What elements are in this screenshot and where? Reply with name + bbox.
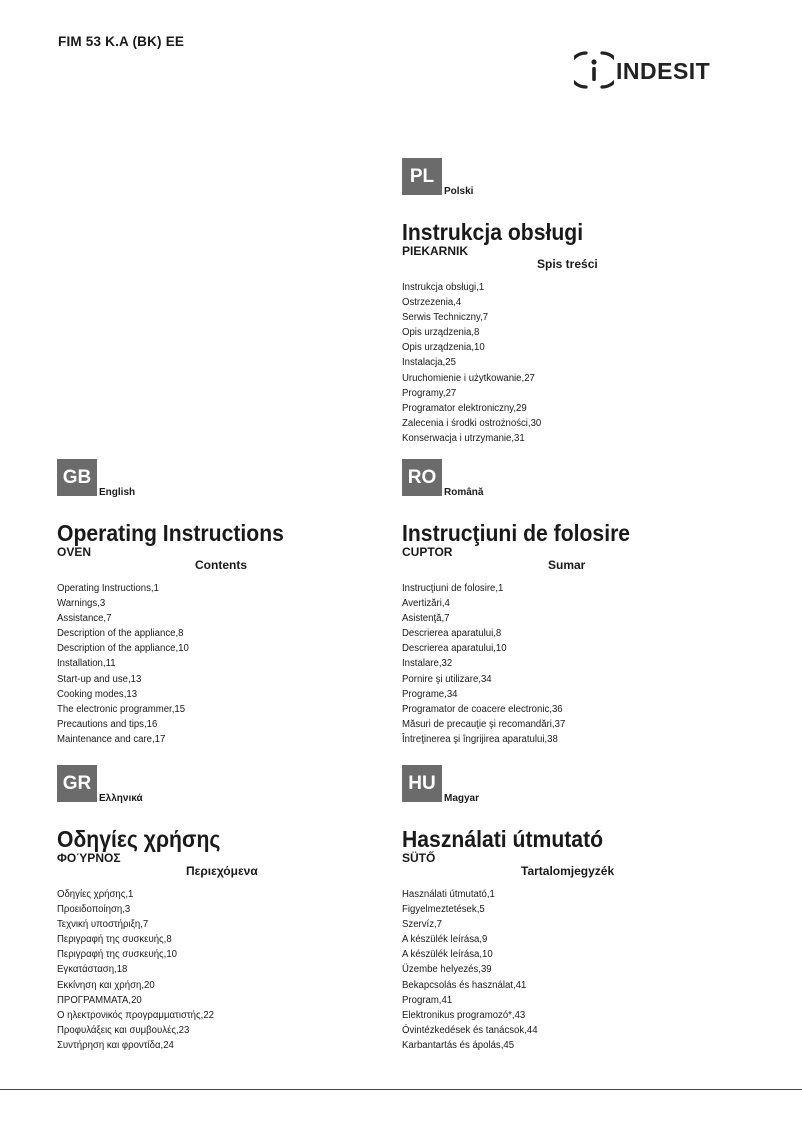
contents-heading: Sumar [548, 558, 586, 572]
toc-item: Συντήρηση και φροντίδα,24 [57, 1039, 174, 1051]
toc-item: Εγκατάσταση,18 [57, 964, 128, 976]
model-number: FIM 53 K.A (BK) EE [58, 34, 185, 49]
toc-item: Operating Instructions,1 [57, 583, 159, 594]
contents-heading: Spis treści [537, 257, 598, 271]
toc-item: Περιγραφή της συσκευής,8 [57, 934, 172, 946]
language-badge-row [402, 158, 732, 198]
table-of-contents [57, 887, 387, 1053]
toc-item: Ostrzezenia,4 [402, 297, 462, 309]
toc-item: Zalecenia i środki ostrożności,30 [402, 417, 542, 429]
toc-item: Programator de coacere electronic,36 [402, 703, 563, 715]
indesit-logo [574, 50, 734, 90]
product-name: PIEKARNIK [402, 244, 469, 258]
toc-item: Installation,11 [57, 658, 116, 670]
toc-item: Uruchomienie i użytkowanie,27 [402, 372, 535, 384]
toc-item: Προειδοποίηση,3 [57, 904, 131, 916]
toc-item: Descrierea aparatului,10 [402, 643, 507, 655]
table-of-contents [402, 581, 732, 747]
section-romana [402, 459, 732, 747]
toc-item: Program,41 [402, 994, 453, 1006]
language-name: Magyar [444, 793, 480, 804]
product-name: OVEN [57, 545, 92, 559]
toc-item: Instalare,32 [402, 658, 453, 670]
section-magyar [402, 765, 732, 1053]
toc-item: Pornire şi utilizare,34 [402, 673, 492, 685]
toc-item: Περιγραφή της συσκευής,10 [57, 949, 178, 961]
toc-item: Serwis Techniczny,7 [402, 312, 489, 324]
toc-item: Cooking modes,13 [57, 688, 138, 700]
language-badge-row [57, 765, 387, 805]
toc-item: Întreţinerea şi îngrijirea aparatului,38 [402, 733, 558, 745]
language-code-badge: HU [402, 765, 442, 802]
toc-item: Description of the appliance,10 [57, 643, 189, 655]
toc-item: Οδηγίες χρήσης,1 [57, 889, 134, 900]
toc-item: Instrucţiuni de folosire,1 [402, 583, 504, 594]
toc-item: Τεχνική υποστήριξη,7 [57, 919, 149, 931]
toc-item: Assistance,7 [57, 613, 112, 625]
section-english [57, 459, 387, 747]
language-badge-row [57, 459, 387, 499]
language-code-badge: PL [402, 158, 442, 195]
toc-item: Εκκίνηση και χρήση,20 [57, 979, 155, 991]
product-name: SÜTŐ [402, 851, 436, 865]
toc-item: Elektronikus programozó*,43 [402, 1009, 526, 1021]
language-badge-row [402, 765, 732, 805]
toc-item: Programe,34 [402, 688, 458, 700]
section-title: Instrukcja obsługi [402, 219, 584, 245]
brand-wordmark: INDESIT [616, 58, 711, 84]
toc-item: Instalacja,25 [402, 357, 456, 369]
toc-item: Ο ηλεκτρονικός προγραμματιστής,22 [57, 1009, 215, 1021]
toc-item: Konserwacja i utrzymanie,31 [402, 432, 525, 444]
table-of-contents [402, 280, 732, 446]
toc-item: Precautions and tips,16 [57, 718, 158, 730]
section-title: Instrucţiuni de folosire [402, 520, 631, 546]
footer-divider [0, 1089, 802, 1090]
logo-mark-icon [574, 50, 614, 90]
product-name: ΦΟΎΡΝΟΣ [57, 851, 121, 865]
language-name: Română [444, 487, 484, 498]
contents-heading: Περιεχόμενα [186, 864, 258, 878]
toc-item: Descrierea aparatului,8 [402, 628, 502, 640]
toc-item: Maintenance and care,17 [57, 733, 166, 745]
toc-item: Start-up and use,13 [57, 673, 142, 685]
toc-item: Karbantartás és ápolás,45 [402, 1039, 515, 1051]
contents-heading: Tartalomjegyzék [521, 864, 615, 878]
toc-item: Programator elektroniczny,29 [402, 402, 527, 414]
toc-item: Óvintézkedések és tanácsok,44 [402, 1024, 538, 1036]
toc-item: Description of the appliance,8 [57, 628, 184, 640]
language-badge-row [402, 459, 732, 499]
toc-item: Avertizări,4 [402, 598, 450, 610]
toc-item: The electronic programmer,15 [57, 703, 186, 715]
toc-item: Warnings,3 [57, 598, 106, 610]
language-name: Ελληνικά [99, 793, 143, 804]
toc-item: Programy,27 [402, 387, 457, 399]
language-code-badge: GB [57, 459, 97, 496]
toc-item: ΠΡΟΓΡΑΜΜΑΤΑ,20 [57, 994, 142, 1006]
toc-item: Szervíz,7 [402, 919, 443, 931]
toc-item: A készülék leírása,9 [402, 934, 488, 946]
contents-heading: Contents [195, 558, 247, 572]
toc-item: Bekapcsolás és használat,41 [402, 979, 527, 991]
toc-item: Asistenţă,7 [402, 613, 450, 625]
section-ellinika [57, 765, 387, 1053]
toc-item: Üzembe helyezés,39 [402, 964, 492, 976]
toc-item: Măsuri de precauţie şi recomandări,37 [402, 718, 566, 730]
section-title: Οδηγίες χρήσης [57, 826, 221, 852]
language-code-badge: GR [57, 765, 97, 802]
language-name: Polski [444, 186, 474, 197]
toc-item: Προφυλάξεις και συμβουλές,23 [57, 1024, 190, 1036]
language-code-badge: RO [402, 459, 442, 496]
toc-item: Használati útmutató,1 [402, 889, 495, 900]
table-of-contents [402, 887, 732, 1053]
language-name: English [99, 487, 136, 498]
section-title: Használati útmutató [402, 826, 604, 852]
table-of-contents [57, 581, 387, 747]
toc-item: Instrukcja obsługi,1 [402, 282, 485, 293]
product-name: CUPTOR [402, 545, 453, 559]
toc-item: Figyelmeztetések,5 [402, 904, 485, 916]
toc-item: Opis urządzenia,10 [402, 342, 485, 354]
section-title: Operating Instructions [57, 520, 284, 546]
toc-item: Opis urządzenia,8 [402, 327, 480, 339]
section-polski [402, 158, 732, 446]
toc-item: A készülék leírása,10 [402, 949, 493, 961]
